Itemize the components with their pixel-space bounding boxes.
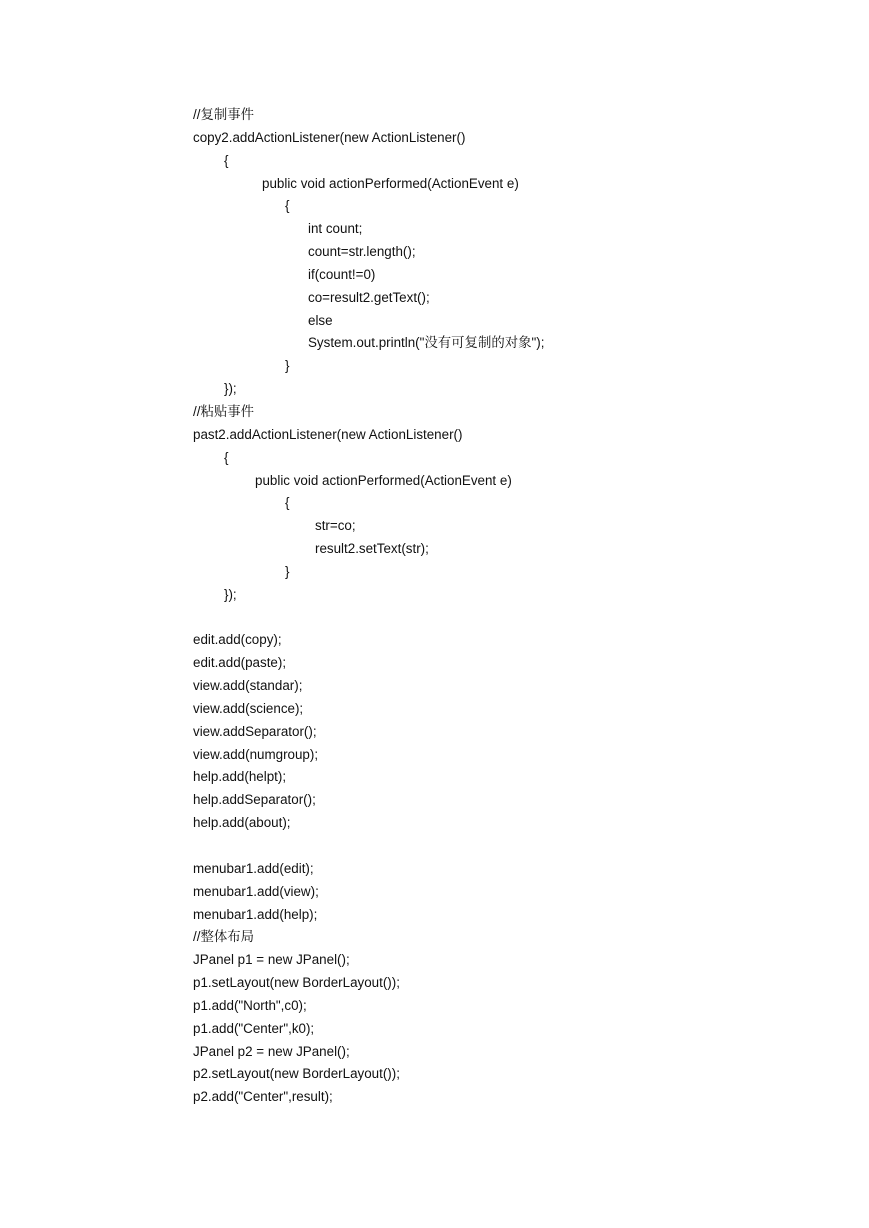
code-line: else (308, 312, 333, 328)
code-line: help.add(about); (193, 815, 291, 831)
code-line: menubar1.add(edit); (193, 860, 314, 876)
code-line: }); (224, 381, 237, 397)
code-line: if(count!=0) (308, 266, 376, 282)
code-line: //复制事件 (193, 107, 255, 122)
code-line: help.addSeparator(); (193, 792, 316, 808)
code-line: menubar1.add(view); (193, 883, 319, 899)
code-line: view.add(numgroup); (193, 746, 319, 762)
code-line: copy2.addActionListener(new ActionListener() (193, 129, 466, 145)
code-line: { (224, 152, 229, 168)
code-line: p1.add("North",c0); (193, 997, 307, 1013)
code-line: //粘贴事件 (193, 403, 255, 419)
blank-line (193, 607, 813, 630)
code-line: view.addSeparator(); (193, 723, 317, 739)
code-line: edit.add(copy); (193, 632, 282, 648)
code-line: { (285, 495, 290, 511)
code-line: } (285, 358, 290, 374)
code-line: { (224, 449, 229, 465)
code-line: co=result2.getText(); (308, 289, 430, 305)
code-line: System.out.println("没有可复制的对象"); (308, 335, 545, 351)
code-line: p1.add("Center",k0); (193, 1020, 315, 1036)
code-line: count=str.length(); (308, 244, 416, 260)
code-line: } (285, 563, 290, 579)
code-line: int count; (308, 221, 363, 237)
code-line: JPanel p1 = new JPanel(); (193, 952, 350, 968)
code-line: public void actionPerformed(ActionEvent e) (262, 175, 519, 191)
code-line: //整体布局 (193, 929, 255, 945)
code-line: JPanel p2 = new JPanel(); (193, 1043, 350, 1059)
code-line: result2.setText(str); (315, 541, 429, 557)
blank-line (193, 835, 813, 858)
code-line: }); (224, 586, 237, 602)
code-line: edit.add(paste); (193, 655, 287, 671)
code-line: { (285, 198, 290, 214)
code-line: str=co; (315, 518, 356, 534)
code-line: help.add(helpt); (193, 769, 287, 785)
code-line: view.add(standar); (193, 678, 303, 694)
code-line: past2.addActionListener(new ActionListener() (193, 426, 463, 442)
code-line: p2.add("Center",result); (193, 1089, 333, 1105)
code-line: p2.setLayout(new BorderLayout()); (193, 1066, 400, 1082)
code-line: public void actionPerformed(ActionEvent e) (255, 472, 512, 488)
code-line: p1.setLayout(new BorderLayout()); (193, 975, 400, 991)
code-line: menubar1.add(help); (193, 906, 318, 922)
code-line: view.add(science); (193, 700, 304, 716)
code-listing (193, 104, 813, 1109)
